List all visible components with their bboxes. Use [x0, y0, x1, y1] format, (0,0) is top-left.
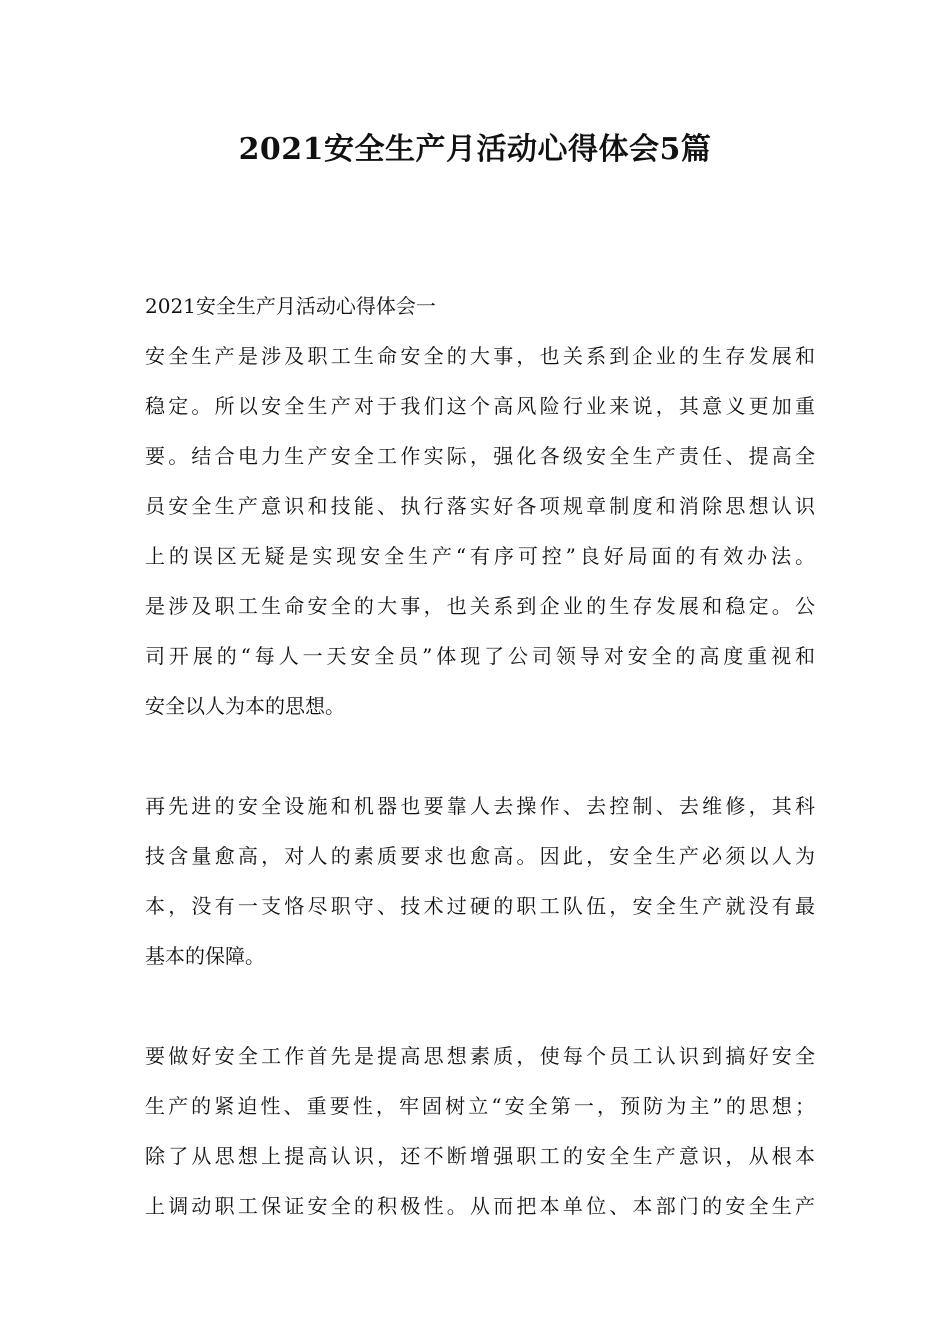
paragraph-line: 除了从思想上提高认识，还不断增强职工的安全生产意识，从根本 [145, 1144, 815, 1168]
paragraph-line: 上调动职工保证安全的积极性。从而把本单位、本部门的安全生产 [145, 1194, 815, 1218]
paragraph-1 [145, 331, 815, 731]
paragraph-2 [145, 781, 815, 981]
paragraph-line: 再先进的安全设施和机器也要靠人去操作、去控制、去维修，其科 [145, 794, 815, 818]
section-heading: 2021安全生产月活动心得体会一 [145, 294, 436, 318]
paragraph-line: 是涉及职工生命安全的大事，也关系到企业的生存发展和稳定。公 [145, 594, 815, 618]
paragraph-line: 员安全生产意识和技能、执行落实好各项规章制度和消除思想认识 [145, 494, 815, 518]
paragraph-line: 安全以人为本的思想。 [145, 694, 345, 718]
paragraph-spacer [145, 981, 815, 1031]
document-body [145, 281, 815, 1231]
paragraph-line: 要做好安全工作首先是提高思想素质，使每个员工认识到搞好安全 [145, 1044, 815, 1068]
paragraph-line: 安全生产是涉及职工生命安全的大事，也关系到企业的生存发展和 [145, 344, 815, 368]
paragraph-line: 上的误区无疑是实现安全生产“有序可控”良好局面的有效办法。 [145, 544, 815, 568]
paragraph-line: 本，没有一支恪尽职守、技术过硬的职工队伍，安全生产就没有最 [145, 894, 815, 918]
paragraph-spacer [145, 731, 815, 781]
document-title: 2021安全生产月活动心得体会5篇 [238, 132, 712, 167]
paragraph-3 [145, 1031, 815, 1231]
paragraph-line: 基本的保障。 [145, 944, 265, 968]
paragraph-line: 要。结合电力生产安全工作实际，强化各级安全生产责任、提高全 [145, 444, 815, 468]
paragraph-line: 司开展的“每人一天安全员”体现了公司领导对安全的高度重视和 [145, 644, 815, 668]
paragraph-line: 生产的紧迫性、重要性，牢固树立“安全第一，预防为主”的思想； [145, 1094, 815, 1118]
paragraph-line: 稳定。所以安全生产对于我们这个高风险行业来说，其意义更加重 [145, 394, 815, 418]
paragraph-line: 技含量愈高，对人的素质要求也愈高。因此，安全生产必须以人为 [145, 844, 815, 868]
